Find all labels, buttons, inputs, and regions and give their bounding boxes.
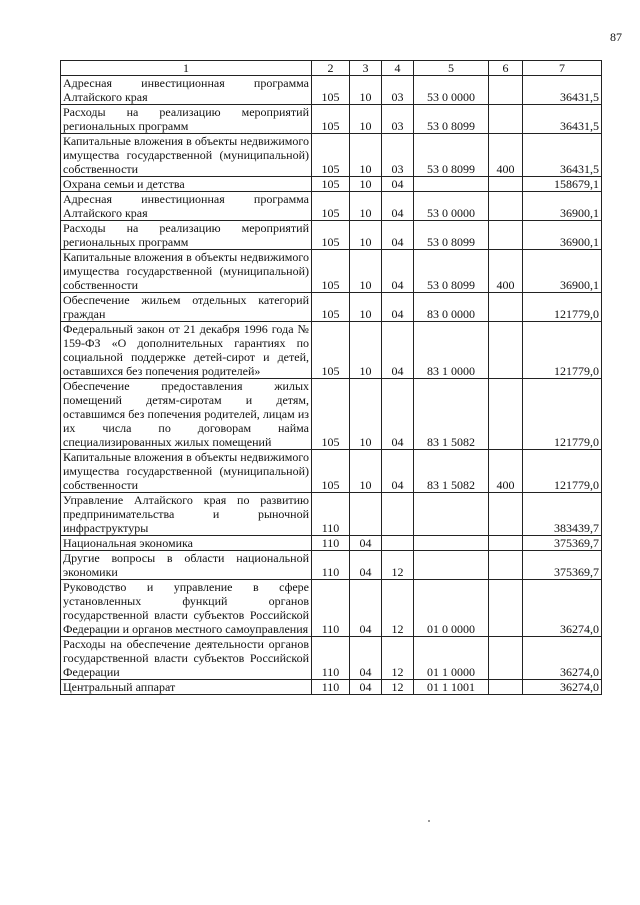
row-ministry-cell: 110	[312, 493, 350, 536]
row-ministry-cell: 105	[312, 322, 350, 379]
row-section-cell: 10	[350, 379, 382, 450]
row-section-cell: 10	[350, 177, 382, 192]
header-col-6: 6	[489, 61, 523, 76]
row-expense-type-cell: 400	[489, 134, 523, 177]
table-row	[61, 551, 602, 580]
row-section-cell: 10	[350, 105, 382, 134]
row-name-cell: Капитальные вложения в объекты недвижимого имущества государственной (муниципальной) собственности	[61, 134, 312, 177]
page-number: 87	[610, 30, 622, 44]
row-subsection-cell: 03	[382, 105, 414, 134]
table-row	[61, 76, 602, 105]
row-subsection-cell	[382, 536, 414, 551]
row-ministry-cell: 110	[312, 551, 350, 580]
row-amount-cell: 121779,0	[523, 379, 602, 450]
row-target-item-cell: 53 0 8099	[414, 105, 489, 134]
row-subsection-cell: 03	[382, 134, 414, 177]
table-row	[61, 177, 602, 192]
table-row	[61, 493, 602, 536]
row-subsection-cell: 12	[382, 680, 414, 695]
row-amount-cell: 36900,1	[523, 250, 602, 293]
row-name-cell: Расходы на обеспечение деятельности органов государственной власти субъектов Российской Федерации	[61, 637, 312, 680]
row-subsection-cell: 12	[382, 551, 414, 580]
row-name-cell: Руководство и управление в сфере установленных функций органов государственной власти субъектов Российской Федерации и органов местного самоуправления	[61, 580, 312, 637]
row-expense-type-cell	[489, 493, 523, 536]
row-subsection-cell: 04	[382, 450, 414, 493]
row-amount-cell: 121779,0	[523, 293, 602, 322]
row-amount-cell: 36274,0	[523, 580, 602, 637]
row-subsection-cell: 04	[382, 192, 414, 221]
table-row	[61, 450, 602, 493]
row-target-item-cell: 83 1 0000	[414, 322, 489, 379]
row-target-item-cell: 53 0 0000	[414, 192, 489, 221]
row-ministry-cell: 105	[312, 293, 350, 322]
row-subsection-cell: 04	[382, 177, 414, 192]
row-subsection-cell: 04	[382, 322, 414, 379]
row-ministry-cell: 105	[312, 450, 350, 493]
row-section-cell: 04	[350, 580, 382, 637]
table-row	[61, 322, 602, 379]
header-col-7: 7	[523, 61, 602, 76]
row-expense-type-cell	[489, 192, 523, 221]
row-name-cell: Другие вопросы в области национальной экономики	[61, 551, 312, 580]
row-target-item-cell: 83 1 5082	[414, 450, 489, 493]
row-name-cell: Адресная инвестиционная программа Алтайского края	[61, 76, 312, 105]
row-expense-type-cell	[489, 379, 523, 450]
row-subsection-cell: 04	[382, 379, 414, 450]
row-amount-cell: 121779,0	[523, 450, 602, 493]
row-name-cell: Капитальные вложения в объекты недвижимого имущества государственной (муниципальной) собственности	[61, 450, 312, 493]
row-amount-cell: 36900,1	[523, 192, 602, 221]
row-name-cell: Обеспечение жильем отдельных категорий граждан	[61, 293, 312, 322]
row-subsection-cell: 12	[382, 637, 414, 680]
table-row	[61, 293, 602, 322]
row-amount-cell: 121779,0	[523, 322, 602, 379]
row-amount-cell: 375369,7	[523, 551, 602, 580]
row-section-cell: 10	[350, 221, 382, 250]
row-ministry-cell: 110	[312, 680, 350, 695]
budget-table	[60, 60, 602, 695]
row-target-item-cell	[414, 551, 489, 580]
row-name-cell: Национальная экономика	[61, 536, 312, 551]
row-expense-type-cell	[489, 76, 523, 105]
row-section-cell: 04	[350, 637, 382, 680]
row-amount-cell: 158679,1	[523, 177, 602, 192]
row-name-cell: Адресная инвестиционная программа Алтайского края	[61, 192, 312, 221]
row-name-cell: Управление Алтайского края по развитию предпринимательства и рыночной инфраструктуры	[61, 493, 312, 536]
header-col-4: 4	[382, 61, 414, 76]
table-row	[61, 134, 602, 177]
table-row	[61, 192, 602, 221]
row-ministry-cell: 105	[312, 221, 350, 250]
row-expense-type-cell	[489, 221, 523, 250]
row-target-item-cell: 01 1 1001	[414, 680, 489, 695]
row-expense-type-cell	[489, 293, 523, 322]
row-target-item-cell: 53 0 8099	[414, 250, 489, 293]
row-name-cell: Центральный аппарат	[61, 680, 312, 695]
row-expense-type-cell: 400	[489, 450, 523, 493]
row-ministry-cell: 110	[312, 637, 350, 680]
row-target-item-cell	[414, 536, 489, 551]
row-section-cell: 10	[350, 134, 382, 177]
row-section-cell	[350, 493, 382, 536]
row-target-item-cell: 53 0 8099	[414, 134, 489, 177]
row-section-cell: 10	[350, 450, 382, 493]
header-row	[61, 61, 602, 76]
row-section-cell: 04	[350, 536, 382, 551]
row-target-item-cell: 01 0 0000	[414, 580, 489, 637]
row-name-cell: Обеспечение предоставления жилых помещений детям-сиротам и детям, оставшимся без попечения родителей, лицам из их числа по договорам найма специализированных жилых помещений	[61, 379, 312, 450]
row-section-cell: 10	[350, 250, 382, 293]
table-row	[61, 250, 602, 293]
row-target-item-cell: 83 1 5082	[414, 379, 489, 450]
row-section-cell: 10	[350, 293, 382, 322]
row-expense-type-cell	[489, 551, 523, 580]
row-section-cell: 10	[350, 76, 382, 105]
scan-speck	[428, 820, 430, 822]
row-ministry-cell: 105	[312, 379, 350, 450]
table-row	[61, 221, 602, 250]
row-subsection-cell: 04	[382, 250, 414, 293]
row-amount-cell: 36274,0	[523, 637, 602, 680]
row-subsection-cell: 12	[382, 580, 414, 637]
row-target-item-cell: 53 0 0000	[414, 76, 489, 105]
row-amount-cell: 36431,5	[523, 105, 602, 134]
row-ministry-cell: 105	[312, 192, 350, 221]
row-amount-cell: 36900,1	[523, 221, 602, 250]
row-expense-type-cell	[489, 177, 523, 192]
table-row	[61, 105, 602, 134]
row-subsection-cell: 04	[382, 293, 414, 322]
row-amount-cell: 36431,5	[523, 134, 602, 177]
row-ministry-cell: 110	[312, 536, 350, 551]
table-row	[61, 580, 602, 637]
row-expense-type-cell: 400	[489, 250, 523, 293]
row-section-cell: 04	[350, 680, 382, 695]
row-amount-cell: 36431,5	[523, 76, 602, 105]
row-name-cell: Капитальные вложения в объекты недвижимого имущества государственной (муниципальной) собственности	[61, 250, 312, 293]
table-row	[61, 637, 602, 680]
row-target-item-cell: 53 0 8099	[414, 221, 489, 250]
row-subsection-cell: 04	[382, 221, 414, 250]
row-subsection-cell	[382, 493, 414, 536]
header-col-5: 5	[414, 61, 489, 76]
row-target-item-cell	[414, 493, 489, 536]
row-name-cell: Охрана семьи и детства	[61, 177, 312, 192]
row-target-item-cell: 01 1 0000	[414, 637, 489, 680]
row-ministry-cell: 105	[312, 250, 350, 293]
row-ministry-cell: 105	[312, 76, 350, 105]
row-amount-cell: 383439,7	[523, 493, 602, 536]
row-expense-type-cell	[489, 580, 523, 637]
row-expense-type-cell	[489, 105, 523, 134]
row-target-item-cell	[414, 177, 489, 192]
row-expense-type-cell	[489, 637, 523, 680]
header-col-3: 3	[350, 61, 382, 76]
header-col-2: 2	[312, 61, 350, 76]
table-row	[61, 379, 602, 450]
row-section-cell: 04	[350, 551, 382, 580]
row-expense-type-cell	[489, 680, 523, 695]
row-ministry-cell: 105	[312, 134, 350, 177]
row-name-cell: Расходы на реализацию мероприятий региональных программ	[61, 221, 312, 250]
row-target-item-cell: 83 0 0000	[414, 293, 489, 322]
row-section-cell: 10	[350, 192, 382, 221]
row-expense-type-cell	[489, 322, 523, 379]
row-ministry-cell: 105	[312, 105, 350, 134]
row-ministry-cell: 110	[312, 580, 350, 637]
row-amount-cell: 36274,0	[523, 680, 602, 695]
table-row	[61, 536, 602, 551]
row-name-cell: Федеральный закон от 21 декабря 1996 года № 159-ФЗ «О дополнительных гарантиях по социальной поддержке детей-сирот и детей, оставшихся без попечения родителей»	[61, 322, 312, 379]
header-col-1: 1	[61, 61, 312, 76]
row-subsection-cell: 03	[382, 76, 414, 105]
row-ministry-cell: 105	[312, 177, 350, 192]
row-amount-cell: 375369,7	[523, 536, 602, 551]
row-name-cell: Расходы на реализацию мероприятий региональных программ	[61, 105, 312, 134]
row-section-cell: 10	[350, 322, 382, 379]
table-row	[61, 680, 602, 695]
row-expense-type-cell	[489, 536, 523, 551]
